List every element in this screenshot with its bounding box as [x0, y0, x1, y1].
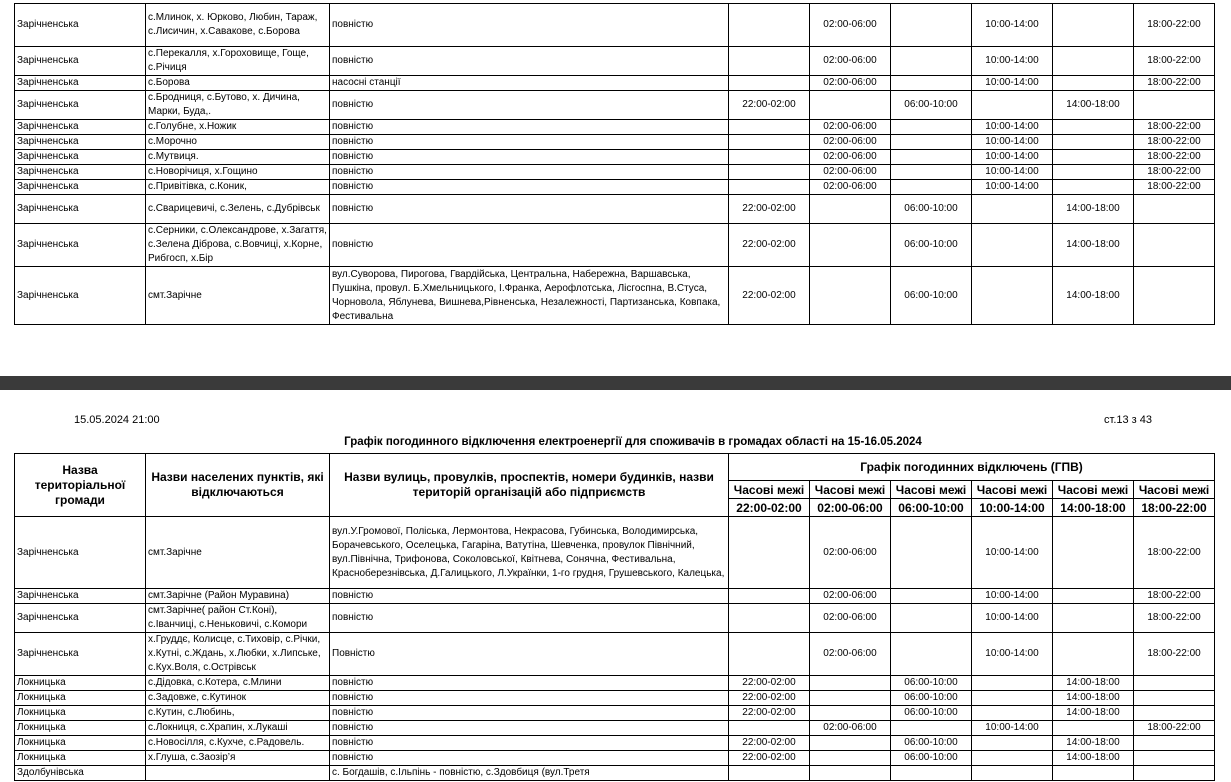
streets-cell: насосні станції [330, 76, 729, 91]
slot-cell [729, 604, 810, 633]
community-cell: Зарічненська [15, 604, 146, 633]
community-cell: Зарічненська [15, 165, 146, 180]
slot-cell [891, 165, 972, 180]
slot-cell: 02:00-06:00 [810, 633, 891, 676]
table-row [15, 604, 1215, 633]
streets-cell: с. Богдашів, с.Ільпінь - повністю, с.Здовбиця (вул.Третя [330, 766, 729, 781]
slot-cell: 02:00-06:00 [810, 76, 891, 91]
slot-cell [729, 4, 810, 47]
slot-cell: 18:00-22:00 [1134, 517, 1215, 589]
community-cell: Зарічненська [15, 91, 146, 120]
slot-cell [891, 180, 972, 195]
settlements-cell: с.Морочно [146, 135, 330, 150]
header-time-label: Часові межі [891, 481, 972, 499]
streets-cell: повністю [330, 721, 729, 736]
table-row [15, 91, 1215, 120]
slot-cell [810, 224, 891, 267]
slot-cell: 10:00-14:00 [972, 589, 1053, 604]
community-cell: Зарічненська [15, 135, 146, 150]
slot-cell [1053, 150, 1134, 165]
header-slot: 14:00-18:00 [1053, 499, 1134, 517]
slot-cell: 14:00-18:00 [1053, 751, 1134, 766]
slot-cell [810, 736, 891, 751]
slot-cell: 14:00-18:00 [1053, 706, 1134, 721]
streets-cell: повністю [330, 706, 729, 721]
community-cell: Локницька [15, 691, 146, 706]
settlements-cell [146, 766, 330, 781]
community-cell: Локницька [15, 676, 146, 691]
slot-cell [810, 766, 891, 781]
table-row [15, 751, 1215, 766]
settlements-cell: с.Мутвиця. [146, 150, 330, 165]
community-cell: Здолбунівська [15, 766, 146, 781]
streets-cell: повністю [330, 120, 729, 135]
slot-cell: 06:00-10:00 [891, 751, 972, 766]
slot-cell [1053, 766, 1134, 781]
settlements-cell: с.Новосілля, с.Кухче, с.Радовель. [146, 736, 330, 751]
table-header [15, 454, 1215, 517]
top-rows [15, 4, 1215, 325]
slot-cell [729, 633, 810, 676]
slot-cell [891, 721, 972, 736]
settlements-cell: х.Груддє, Колисце, с.Тиховір, с.Річки, х.Кутні, с.Ждань, х.Любки, х.Липське, с.Кух.Воля, с.Острівськ [146, 633, 330, 676]
slot-cell: 22:00-02:00 [729, 736, 810, 751]
table-row [15, 4, 1215, 47]
streets-cell: вул.Суворова, Пирогова, Гвардійська, Центральна, Набережна, Варшавська, Пушкіна, провул. Б.Хмельницького, І.Франка, Аерофлотська, Лісгоспна, В.Стуса, Чорновола, Яблунева, Вишнева,Рівненська, Незалежності, Партизанська, Ковпака, Фестивальна [330, 267, 729, 325]
settlements-cell: смт.Зарічне [146, 517, 330, 589]
streets-cell: повністю [330, 150, 729, 165]
slot-cell [891, 604, 972, 633]
slot-cell [810, 195, 891, 224]
settlements-cell: смт.Зарічне( район Ст.Коні), с.Іванчиці, с.Неньковичі, с.Комори [146, 604, 330, 633]
settlements-cell: с.Новорічиця, х.Гощино [146, 165, 330, 180]
header-time-label: Часові межі [810, 481, 891, 499]
slot-cell [1134, 766, 1215, 781]
slot-cell: 10:00-14:00 [972, 4, 1053, 47]
streets-cell: повністю [330, 224, 729, 267]
streets-cell: повністю [330, 604, 729, 633]
slot-cell [729, 180, 810, 195]
settlements-cell: смт.Зарічне (Район Муравина) [146, 589, 330, 604]
slot-cell: 06:00-10:00 [891, 676, 972, 691]
table-row [15, 165, 1215, 180]
slot-cell [1053, 180, 1134, 195]
schedule-table-top [14, 3, 1215, 325]
slot-cell: 18:00-22:00 [1134, 165, 1215, 180]
header-time-label: Часові межі [1134, 481, 1215, 499]
slot-cell [1134, 676, 1215, 691]
header-community: Назва територіальної громади [15, 454, 146, 517]
slot-cell [1053, 135, 1134, 150]
community-cell: Зарічненська [15, 589, 146, 604]
table-row [15, 47, 1215, 76]
community-cell: Локницька [15, 706, 146, 721]
settlements-cell: с.Бродниця, с.Бутово, х. Дичина, Марки, Буда,. [146, 91, 330, 120]
slot-cell: 06:00-10:00 [891, 267, 972, 325]
table-row [15, 135, 1215, 150]
slot-cell [810, 91, 891, 120]
community-cell: Зарічненська [15, 195, 146, 224]
slot-cell: 02:00-06:00 [810, 4, 891, 47]
slot-cell: 06:00-10:00 [891, 91, 972, 120]
slot-cell: 18:00-22:00 [1134, 721, 1215, 736]
slot-cell [1053, 120, 1134, 135]
streets-cell: Повністю [330, 633, 729, 676]
header-time-label: Часові межі [729, 481, 810, 499]
bottom-rows [15, 517, 1215, 781]
slot-cell: 14:00-18:00 [1053, 676, 1134, 691]
table-row [15, 120, 1215, 135]
slot-cell: 18:00-22:00 [1134, 589, 1215, 604]
slot-cell: 06:00-10:00 [891, 736, 972, 751]
slot-cell: 10:00-14:00 [972, 517, 1053, 589]
slot-cell: 18:00-22:00 [1134, 150, 1215, 165]
slot-cell: 10:00-14:00 [972, 76, 1053, 91]
settlements-cell: с.Голубне, х.Ножик [146, 120, 330, 135]
slot-cell [1134, 691, 1215, 706]
slot-cell [729, 120, 810, 135]
slot-cell [972, 267, 1053, 325]
header-slot: 22:00-02:00 [729, 499, 810, 517]
settlements-cell: с.Борова [146, 76, 330, 91]
slot-cell [729, 47, 810, 76]
slot-cell [729, 589, 810, 604]
header-slot: 18:00-22:00 [1134, 499, 1215, 517]
community-cell: Локницька [15, 721, 146, 736]
slot-cell: 06:00-10:00 [891, 195, 972, 224]
header-slot: 10:00-14:00 [972, 499, 1053, 517]
slot-cell [891, 633, 972, 676]
slot-cell [1134, 91, 1215, 120]
streets-cell: вул.У.Громової, Поліська, Лермонтова, Некрасова, Губинська, Володимирська, Борачевського, Оселецька, Гагаріна, Ватутіна, Шевченка, провулок Північний, вул.Північна, Трифонова, Соколовської, Квітнева, Сонячна, Фестивальна, Красноберезнівська, Д.Галицького, Л.Українки, 1-го грудня, Грушевського, Калецька, [330, 517, 729, 589]
table-row [15, 633, 1215, 676]
page-number: ст.13 з 43 [1104, 414, 1153, 426]
slot-cell [1134, 224, 1215, 267]
header-slot: 06:00-10:00 [891, 499, 972, 517]
slot-cell: 02:00-06:00 [810, 165, 891, 180]
slot-cell: 10:00-14:00 [972, 165, 1053, 180]
slot-cell [1053, 76, 1134, 91]
slot-cell [729, 721, 810, 736]
slot-cell: 22:00-02:00 [729, 706, 810, 721]
table-row [15, 150, 1215, 165]
slot-cell [1134, 736, 1215, 751]
slot-cell [891, 517, 972, 589]
slot-cell [972, 751, 1053, 766]
settlements-cell: с.Сварицевичі, с.Зелень, с.Дубрівськ [146, 195, 330, 224]
slot-cell [810, 691, 891, 706]
slot-cell [729, 766, 810, 781]
slot-cell [972, 691, 1053, 706]
slot-cell [1134, 706, 1215, 721]
slot-cell: 06:00-10:00 [891, 224, 972, 267]
slot-cell [891, 589, 972, 604]
table-row [15, 180, 1215, 195]
slot-cell: 18:00-22:00 [1134, 4, 1215, 47]
slot-cell: 02:00-06:00 [810, 604, 891, 633]
table-row [15, 721, 1215, 736]
slot-cell: 14:00-18:00 [1053, 691, 1134, 706]
slot-cell [810, 706, 891, 721]
settlements-cell: с.Перекалля, х.Гороховище, Гоще, с.Річиця [146, 47, 330, 76]
slot-cell [891, 135, 972, 150]
community-cell: Зарічненська [15, 224, 146, 267]
slot-cell: 18:00-22:00 [1134, 180, 1215, 195]
settlements-cell: х.Глуша, с.Заозір’я [146, 751, 330, 766]
slot-cell: 02:00-06:00 [810, 517, 891, 589]
slot-cell: 10:00-14:00 [972, 604, 1053, 633]
slot-cell [1053, 165, 1134, 180]
table-row [15, 267, 1215, 325]
slot-cell: 18:00-22:00 [1134, 633, 1215, 676]
slot-cell: 02:00-06:00 [810, 721, 891, 736]
slot-cell: 02:00-06:00 [810, 135, 891, 150]
slot-cell [972, 676, 1053, 691]
header-streets: Назви вулиць, провулків, проспектів, номери будинків, назви територій організацій або підприємств [330, 454, 729, 517]
settlements-cell: с.Дідовка, с.Котера, с.Млини [146, 676, 330, 691]
settlements-cell: с.Кутин, с.Любинь, [146, 706, 330, 721]
streets-cell: повністю [330, 165, 729, 180]
slot-cell: 18:00-22:00 [1134, 47, 1215, 76]
slot-cell: 22:00-02:00 [729, 691, 810, 706]
slot-cell: 22:00-02:00 [729, 224, 810, 267]
slot-cell: 02:00-06:00 [810, 180, 891, 195]
slot-cell [891, 766, 972, 781]
slot-cell [1053, 47, 1134, 76]
settlements-cell: с.Серники, с.Олександрове, х.Загаття, с.Зелена Діброва, с.Вовчиці, х.Корне, Рибгосп, х.Бір [146, 224, 330, 267]
streets-cell: повністю [330, 195, 729, 224]
table-row [15, 706, 1215, 721]
slot-cell: 10:00-14:00 [972, 47, 1053, 76]
streets-cell: повністю [330, 676, 729, 691]
community-cell: Зарічненська [15, 76, 146, 91]
slot-cell: 02:00-06:00 [810, 150, 891, 165]
slot-cell: 02:00-06:00 [810, 120, 891, 135]
community-cell: Зарічненська [15, 517, 146, 589]
slot-cell [1134, 267, 1215, 325]
streets-cell: повністю [330, 736, 729, 751]
slot-cell: 10:00-14:00 [972, 180, 1053, 195]
slot-cell: 14:00-18:00 [1053, 91, 1134, 120]
settlements-cell: с.Задовже, с.Кутинок [146, 691, 330, 706]
slot-cell [891, 4, 972, 47]
slot-cell [729, 135, 810, 150]
slot-cell [972, 766, 1053, 781]
slot-cell [1134, 195, 1215, 224]
slot-cell: 14:00-18:00 [1053, 195, 1134, 224]
slot-cell [1134, 751, 1215, 766]
slot-cell [1053, 721, 1134, 736]
table-row [15, 76, 1215, 91]
slot-cell: 18:00-22:00 [1134, 76, 1215, 91]
community-cell: Зарічненська [15, 633, 146, 676]
table-row [15, 766, 1215, 781]
slot-cell [810, 267, 891, 325]
page-separator [0, 376, 1231, 390]
community-cell: Локницька [15, 751, 146, 766]
settlements-cell: с.Локниця, с.Храпин, х.Лукаші [146, 721, 330, 736]
table-row [15, 691, 1215, 706]
streets-cell: повністю [330, 47, 729, 76]
community-cell: Локницька [15, 736, 146, 751]
slot-cell [891, 47, 972, 76]
settlements-cell: с.Млинок, х. Юрково, Любин, Тараж, с.Лисичин, х.Савакове, с.Борова [146, 4, 330, 47]
slot-cell: 10:00-14:00 [972, 135, 1053, 150]
slot-cell [972, 706, 1053, 721]
slot-cell [729, 76, 810, 91]
table-row [15, 736, 1215, 751]
slot-cell [972, 736, 1053, 751]
slot-cell: 22:00-02:00 [729, 751, 810, 766]
table-row [15, 589, 1215, 604]
streets-cell: повністю [330, 691, 729, 706]
table-row [15, 676, 1215, 691]
slot-cell [891, 120, 972, 135]
header-settlements: Назви населених пунктів, які відключаються [146, 454, 330, 517]
community-cell: Зарічненська [15, 267, 146, 325]
streets-cell: повністю [330, 589, 729, 604]
streets-cell: повністю [330, 751, 729, 766]
slot-cell: 18:00-22:00 [1134, 120, 1215, 135]
header-schedule-group: Графік погодинних відключень (ГПВ) [729, 454, 1215, 481]
slot-cell: 02:00-06:00 [810, 47, 891, 76]
community-cell: Зарічненська [15, 180, 146, 195]
slot-cell: 10:00-14:00 [972, 120, 1053, 135]
slot-cell [972, 224, 1053, 267]
slot-cell [729, 517, 810, 589]
streets-cell: повністю [330, 180, 729, 195]
schedule-table [14, 453, 1215, 781]
settlements-cell: смт.Зарічне [146, 267, 330, 325]
slot-cell: 22:00-02:00 [729, 91, 810, 120]
slot-cell [891, 76, 972, 91]
report-date: 15.05.2024 21:00 [74, 414, 160, 426]
header-time-label: Часові межі [972, 481, 1053, 499]
table-row [15, 517, 1215, 589]
slot-cell [729, 165, 810, 180]
slot-cell [810, 676, 891, 691]
community-cell: Зарічненська [15, 4, 146, 47]
community-cell: Зарічненська [15, 47, 146, 76]
streets-cell: повністю [330, 4, 729, 47]
slot-cell: 10:00-14:00 [972, 633, 1053, 676]
slot-cell [1053, 604, 1134, 633]
slot-cell [729, 150, 810, 165]
slot-cell [1053, 589, 1134, 604]
slot-cell: 22:00-02:00 [729, 267, 810, 325]
streets-cell: повністю [330, 135, 729, 150]
slot-cell: 18:00-22:00 [1134, 604, 1215, 633]
slot-cell: 06:00-10:00 [891, 691, 972, 706]
table-row [15, 195, 1215, 224]
slot-cell [972, 195, 1053, 224]
settlements-cell: с.Привітівка, с.Коник, [146, 180, 330, 195]
slot-cell [1053, 633, 1134, 676]
slot-cell: 06:00-10:00 [891, 706, 972, 721]
slot-cell: 14:00-18:00 [1053, 736, 1134, 751]
slot-cell [810, 751, 891, 766]
slot-cell: 02:00-06:00 [810, 589, 891, 604]
slot-cell: 10:00-14:00 [972, 721, 1053, 736]
slot-cell: 18:00-22:00 [1134, 135, 1215, 150]
header-slot: 02:00-06:00 [810, 499, 891, 517]
header-time-label: Часові межі [1053, 481, 1134, 499]
document-title: Графік погодинного відключення електроенергії для споживачів в громадах області на 15-16.05.2024 [344, 436, 922, 448]
table-row [15, 224, 1215, 267]
community-cell: Зарічненська [15, 150, 146, 165]
slot-cell [1053, 4, 1134, 47]
slot-cell: 14:00-18:00 [1053, 267, 1134, 325]
slot-cell: 22:00-02:00 [729, 195, 810, 224]
slot-cell [972, 91, 1053, 120]
slot-cell [1053, 517, 1134, 589]
slot-cell: 14:00-18:00 [1053, 224, 1134, 267]
community-cell: Зарічненська [15, 120, 146, 135]
slot-cell: 10:00-14:00 [972, 150, 1053, 165]
streets-cell: повністю [330, 91, 729, 120]
slot-cell: 22:00-02:00 [729, 676, 810, 691]
slot-cell [891, 150, 972, 165]
